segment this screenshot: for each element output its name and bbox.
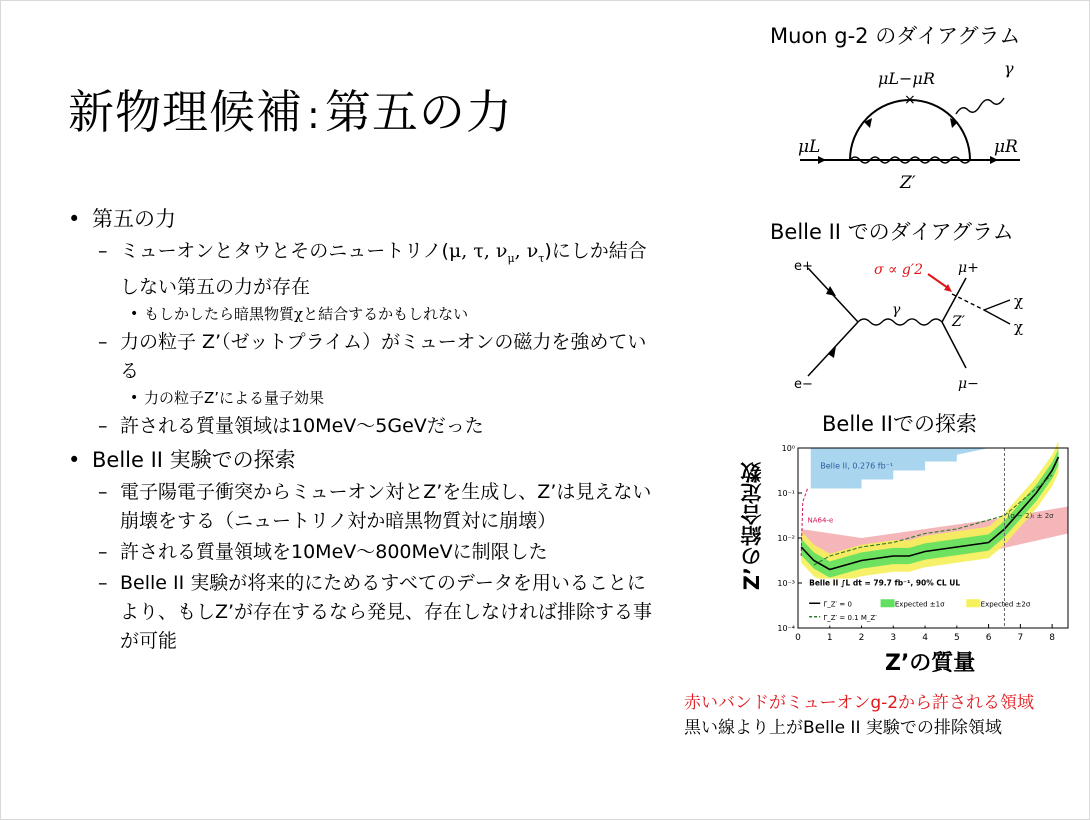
y-axis-label: Z’の結合定数	[740, 462, 764, 591]
arrow-out	[990, 156, 998, 164]
label-zprime: Z′	[952, 314, 965, 330]
arrow-in	[818, 156, 826, 164]
muon-g2-diagram	[790, 56, 1030, 196]
y-tick-label: 10⁻¹	[777, 489, 795, 498]
label-photon: γ	[1004, 59, 1014, 78]
bullet-production: – 電子陽電子衝突からミューオン対とZ’を生成し、Z’は見えない崩壊をする（ニュートリノ対か暗黒物質対に崩壊）	[62, 478, 662, 536]
y-tick-label: 10⁰	[781, 444, 795, 453]
x-axis-label: Z’の質量	[885, 651, 976, 676]
label-zprime: Z′	[900, 173, 916, 193]
muon-loop	[850, 100, 970, 160]
photon-line	[956, 98, 1004, 114]
x-tick-label: 3	[890, 633, 897, 643]
y-tick-label: 10⁻²	[777, 534, 795, 543]
legend-swatch-box	[966, 599, 980, 607]
legend-entry: Expected ±2σ	[980, 600, 1031, 609]
label-eminus: e−	[794, 377, 813, 392]
y-tick-label: 10⁻³	[777, 579, 795, 588]
title-sub: 第五の力	[324, 85, 513, 139]
chi-line-2	[984, 310, 1010, 324]
bullet-fifth-force: • 第五の力	[62, 204, 662, 235]
x-tick-label: 5	[953, 633, 960, 643]
label-mu-l: μL	[798, 137, 821, 157]
arrow-eminus	[828, 346, 836, 358]
label-chi-2: χ	[1014, 318, 1024, 336]
label-photon: γ	[892, 302, 901, 318]
bullet-mass-range-old: – 許される質量領域は10MeV〜5GeVだった	[62, 412, 662, 441]
bullet-quantum-effect: • 力の粒子Z’による量子効果	[62, 386, 662, 410]
x-tick-label: 1	[826, 633, 833, 643]
bullet-future: – Belle II 実験が将来的にためるすべてのデータを用いることにより、もしZ’が存在するなら発見、存在しなければ排除する事が可能	[62, 569, 662, 656]
x-tick-label: 4	[922, 633, 928, 643]
x-tick-label: 8	[1049, 633, 1055, 643]
legend-title: Belle II ∫L dt = 79.7 fb⁻¹, 90% CL UL	[809, 578, 961, 588]
legend-swatch-box	[881, 599, 895, 607]
x-tick-label: 2	[858, 633, 865, 643]
mass-insertion-x: ×	[904, 92, 916, 108]
label-chi-1: χ	[1014, 292, 1024, 310]
red-pointer	[928, 274, 948, 288]
label-muminus: μ−	[958, 376, 979, 392]
belle-ii-diagram	[788, 250, 1048, 398]
label-eplus: e+	[794, 259, 813, 274]
note-red-band: 赤いバンドがミューオンg-2から許される領域	[684, 693, 1035, 713]
muon-diagram-caption: Muon g-2 のダイアグラム	[770, 24, 1021, 48]
bullet-zprime-magnetism: – 力の粒子 Z’（ゼットプライム）がミューオンの磁力を強めている	[62, 328, 662, 386]
title-separator: :	[307, 93, 321, 137]
search-caption: Belle IIでの探索	[822, 412, 977, 436]
legend-entry: Γ_Z′ = 0	[823, 600, 852, 609]
title-main: 新物理候補	[68, 85, 303, 139]
belle-diagram-caption: Belle II でのダイアグラム	[770, 220, 1014, 244]
arrow-eplus	[826, 286, 836, 296]
excluded-label: Belle II, 0.276 fb⁻¹	[820, 461, 894, 471]
label-mu-r: μR	[994, 137, 1018, 157]
y-tick-label: 10⁻⁴	[777, 624, 795, 633]
label-mass-insertion: μL−μR	[878, 69, 935, 88]
legend-entry: Γ_Z′ = 0.1 M_Z′	[823, 613, 877, 622]
bullet-list	[62, 200, 662, 656]
bullet-mass-range-new: – 許される質量領域を10MeV〜800MeVに制限した	[62, 538, 662, 567]
label-muplus: μ+	[958, 260, 979, 276]
belle-ii-search-plot	[768, 442, 1078, 644]
bullet-couples-only-mu-tau: – ミューオンとタウとそのニュートリノ(μ, τ, $\nu_\mu$, $\nu_\tau$)にしか結合しない第五の力が存在	[62, 237, 662, 302]
slide-title	[68, 76, 513, 142]
legend-entry: Expected ±1σ	[894, 600, 945, 609]
photon-propagator	[858, 319, 942, 325]
bullet-belle-search: • Belle II 実験での探索	[62, 445, 662, 476]
label-coupling: σ ∝ g′2	[874, 262, 923, 278]
g2-label: (g − 2)ₜ ± 2σ	[1007, 511, 1054, 520]
chi-line-1	[984, 300, 1010, 310]
x-tick-label: 6	[985, 633, 992, 643]
na64-label: NA64-e	[807, 516, 834, 525]
x-tick-label: 0	[795, 633, 801, 643]
bullet-dark-matter: • もしかしたら暗黒物質χと結合するかもしれない	[62, 302, 662, 326]
x-tick-label: 7	[1017, 633, 1024, 643]
note-black-line: 黒い線より上がBelle II 実験での排除領域	[684, 718, 1002, 738]
